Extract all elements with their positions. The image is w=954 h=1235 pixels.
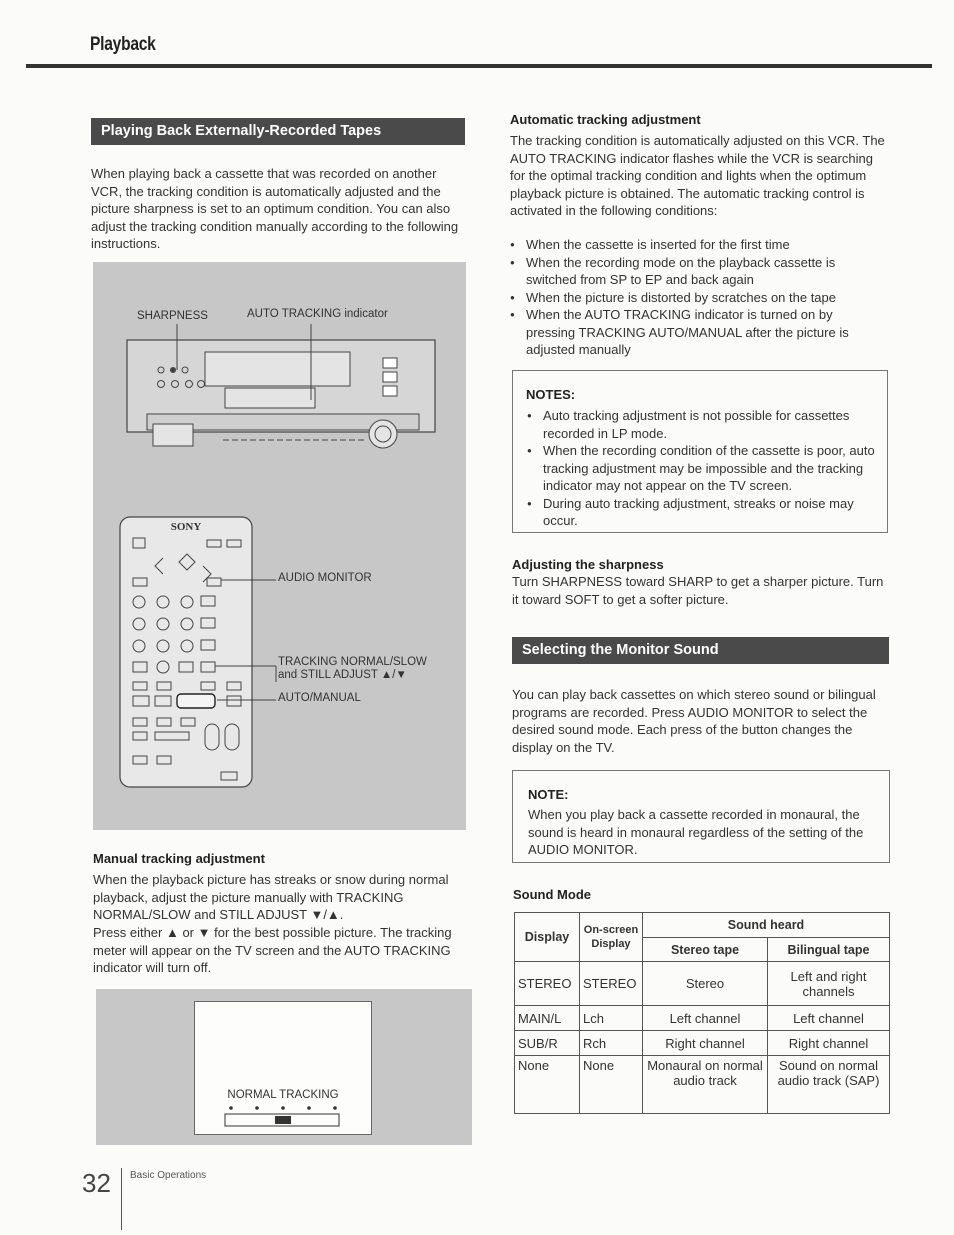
note-box <box>512 770 890 863</box>
list-item: ● When the recording condition of the cassette is poor, auto tracking adjustment may be impossible and the tracking indicator may not appear on the TV screen. <box>527 442 877 495</box>
section-title-external-tapes: Playing Back Externally-Recorded Tapes <box>91 118 465 145</box>
page-number: 32 <box>82 1168 111 1198</box>
label-auto-manual: AUTO/MANUAL <box>278 692 361 704</box>
table-cell: Left channel <box>643 1006 768 1031</box>
table-header-onscreen: On-screen Display <box>580 913 643 962</box>
automatic-tracking-title: Automatic tracking adjustment <box>510 112 701 127</box>
tv-screen <box>194 1001 372 1135</box>
label-sharpness: SHARPNESS <box>137 310 208 322</box>
header-rule <box>26 64 932 68</box>
table-header-sound-heard: Sound heard <box>643 913 890 938</box>
remote-brand: SONY <box>170 521 202 533</box>
section-title-monitor-sound: Selecting the Monitor Sound <box>512 637 889 664</box>
sound-mode-title: Sound Mode <box>513 887 591 902</box>
table-cell: Lch <box>580 1006 643 1031</box>
notes-list <box>527 407 877 530</box>
label-tracking-line2: and STILL ADJUST ▲/▼ <box>278 669 407 681</box>
table-header-stereo-tape: Stereo tape <box>643 938 768 962</box>
list-item: ● During auto tracking adjustment, streaks or noise may occur. <box>527 495 877 530</box>
label-audio-monitor: AUDIO MONITOR <box>278 572 372 584</box>
list-item: ● When the AUTO TRACKING indicator is turned on by pressing TRACKING AUTO/MANUAL after the picture is adjusted manually <box>510 306 885 359</box>
table-cell: Stereo <box>643 962 768 1006</box>
monitor-sound-paragraph: You can play back cassettes on which stereo sound or bilingual programs are recorded. Press AUDIO MONITOR to select the desired sound mode. Each press of the button changes the display on the TV. <box>512 687 876 755</box>
page-header-title: Playback <box>90 34 156 55</box>
label-auto-tracking-indicator: AUTO TRACKING indicator <box>247 308 388 320</box>
label-tracking-normal-slow <box>278 656 427 682</box>
table-cell: Right channel <box>643 1031 768 1056</box>
intro-paragraph: When playing back a cassette that was recorded on another VCR, the tracking condition is automatically adjusted and the picture sharpness is set to an optimum condition. You can also adjust the tracking condition manually according to the following instructions. <box>91 166 459 251</box>
table-cell: Sound on normal audio track (SAP) <box>768 1056 890 1114</box>
table-cell: Left and right channels <box>768 962 890 1006</box>
table-row <box>515 962 890 1006</box>
manual-tracking-paragraph-1: When the playback picture has streaks or snow during normal playback, adjust the picture manually with TRACKING NORMAL/SLOW and STILL ADJUST ▼/▲. <box>93 872 449 922</box>
note-text: When you play back a cassette recorded in monaural, the sound is heard in monaural regardless of the setting of the AUDIO MONITOR. <box>528 807 864 857</box>
table-header-display: Display <box>515 913 580 962</box>
table-header-bilingual-tape: Bilingual tape <box>768 938 890 962</box>
vcr-remote-figure <box>93 262 466 830</box>
table-cell: Rch <box>580 1031 643 1056</box>
table-cell: Monaural on normal audio track <box>643 1056 768 1114</box>
list-item: ● When the cassette is inserted for the first time <box>510 236 885 254</box>
vcr-remote-illustration <box>93 262 466 830</box>
auto-tracking-conditions-list <box>510 236 885 359</box>
table-row <box>515 1006 890 1031</box>
sharpness-paragraph: Turn SHARPNESS toward SHARP to get a sharper picture. Turn it toward SOFT to get a softer picture. <box>512 574 884 607</box>
sharpness-title: Adjusting the sharpness <box>512 557 664 572</box>
table-cell: SUB/R <box>515 1031 580 1056</box>
tracking-meter <box>223 1104 343 1130</box>
notes-title: NOTES: <box>526 387 576 402</box>
note-title: NOTE: <box>528 787 569 802</box>
table-cell: STEREO <box>515 962 580 1006</box>
table-row <box>515 1056 890 1114</box>
automatic-tracking-paragraph: The tracking condition is automatically adjusted on this VCR. The AUTO TRACKING indicator flashes while the VCR is searching for the optimal tracking condition and lights when the optimum playback picture is obtained. The automatic tracking control is activated in the following conditions: <box>510 133 885 218</box>
manual-tracking-title: Manual tracking adjustment <box>93 851 265 866</box>
manual-tracking-paragraph-2: Press either ▲ or ▼ for the best possible picture. The tracking meter will appear on the TV screen and the AUTO TRACKING indicator will turn off. <box>93 925 452 975</box>
table-cell: Right channel <box>768 1031 890 1056</box>
footer-section-label: Basic Operations <box>130 1170 207 1181</box>
table-cell: Left channel <box>768 1006 890 1031</box>
list-item: ● When the picture is distorted by scratches on the tape <box>510 289 885 307</box>
notes-box <box>512 370 888 533</box>
tracking-meter-label: NORMAL TRACKING <box>227 1089 339 1101</box>
footer-rule <box>121 1168 122 1230</box>
label-tracking-line1: TRACKING NORMAL/SLOW <box>278 656 427 668</box>
table-cell: STEREO <box>580 962 643 1006</box>
list-item: ● Auto tracking adjustment is not possible for cassettes recorded in LP mode. <box>527 407 877 442</box>
table-cell: None <box>580 1056 643 1114</box>
sound-mode-table <box>514 912 890 1114</box>
tracking-meter-figure <box>96 989 472 1145</box>
table-row <box>515 1031 890 1056</box>
list-item: ● When the recording mode on the playback cassette is switched from SP to EP and back again <box>510 254 885 289</box>
table-cell: MAIN/L <box>515 1006 580 1031</box>
table-cell: None <box>515 1056 580 1114</box>
